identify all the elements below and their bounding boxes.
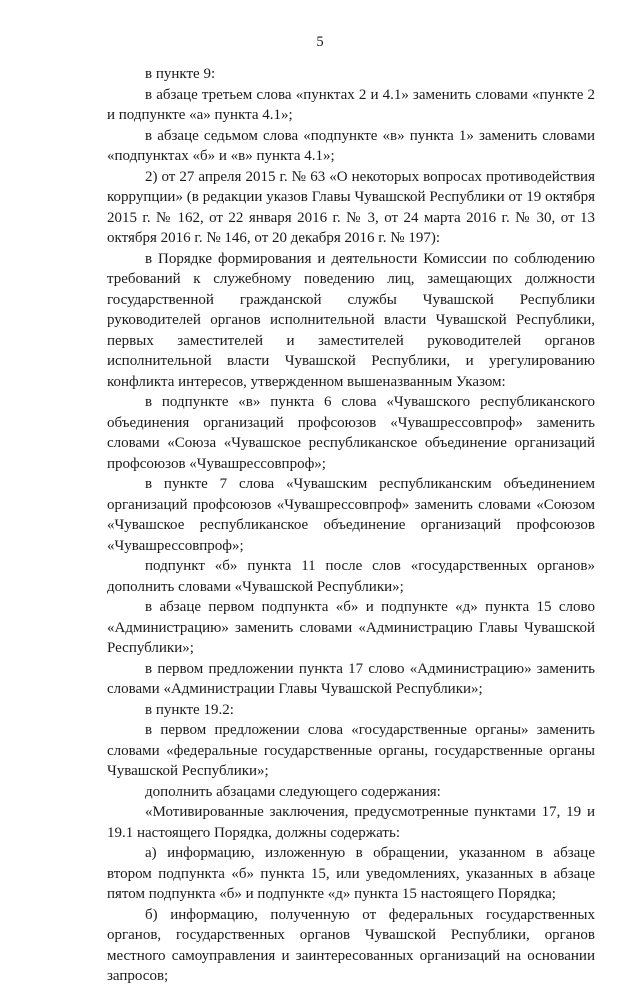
paragraph: в первом предложении пункта 17 слово «Администрацию» заменить словами «Администрации Главы Чувашской Республики»;	[107, 660, 595, 697]
paragraph: дополнить абзацами следующего содержания:	[145, 783, 441, 800]
paragraph: в пункте 7 слова «Чувашским республиканским объединением организаций профсоюзов «Чувашрессовпроф» заменить словами «Союзом «Чувашское республиканское объединение организаций профсоюзов «Чувашрессовпроф»;	[107, 476, 595, 554]
paragraph: б) информацию, полученную от федеральных государственных органов, государственных органов Чувашской Республики, органов местного самоуправления и заинтересованных организаций на основании запросов;	[107, 906, 595, 984]
paragraph: подпункт «б» пункта 11 после слов «государственных органов» дополнить словами «Чувашской Республики»;	[107, 558, 595, 595]
paragraph: в Порядке формирования и деятельности Комиссии по соблюдению требований к служебному поведению лиц, замещающих должности государственной гражданской службы Чувашской Республики руководителей органов исполнительной власти Чувашской Республики, первых заместителей и заместителей руководителей органов исполнительной власти Чувашской Республики, и урегулированию конфликта интересов, утвержденном вышеназванным Указом:	[107, 250, 595, 390]
paragraph: а) информацию, изложенную в обращении, указанном в абзаце втором подпункта «б» пункта 15, или уведомлениях, указанных в абзаце пятом подпункта «б» и подпункте «д» пункта 15 настоящего Порядка;	[107, 845, 595, 902]
paragraph: в первом предложении слова «государственные органы» заменить словами «федеральные государственные органы, государственные органы Чувашской Республики»;	[107, 722, 595, 779]
page-number: 5	[316, 34, 324, 50]
paragraph: в абзаце первом подпункта «б» и подпункте «д» пункта 15 слово «Администрацию» заменить словами «Администрацию Главы Чувашской Республики»;	[107, 599, 595, 656]
paragraph: в абзаце седьмом слова «подпункте «в» пункта 1» заменить словами «подпунктах «б» и «в» пункта 4.1»;	[107, 127, 595, 164]
document-body	[107, 64, 595, 987]
paragraph: «Мотивированные заключения, предусмотренные пунктами 17, 19 и 19.1 настоящего Порядка, должны содержать:	[107, 804, 595, 841]
paragraph: в абзаце третьем слова «пунктах 2 и 4.1» заменить словами «пункте 2 и подпункте «а» пункта 4.1»;	[107, 86, 595, 123]
paragraph: в пункте 9:	[145, 66, 216, 82]
paragraph: в подпункте «в» пункта 6 слова «Чувашского республиканского объединения организаций профсоюзов «Чувашрессовпроф» заменить словами «Союза «Чувашское республиканское объединение организаций профсоюзов «Чувашрессовпроф»;	[107, 394, 595, 472]
paragraph: 2) от 27 апреля 2015 г. № 63 «О некоторых вопросах противодействия коррупции» (в редакции указов Главы Чувашской Республики от 19 октября 2015 г. № 162, от 22 января 2016 г. № 3, от 24 марта 2016 г. № 30, от 13 октября 2016 г. № 146, от 20 декабря 2016 г. № 197):	[107, 168, 595, 246]
paragraph: в пункте 19.2:	[145, 701, 234, 718]
